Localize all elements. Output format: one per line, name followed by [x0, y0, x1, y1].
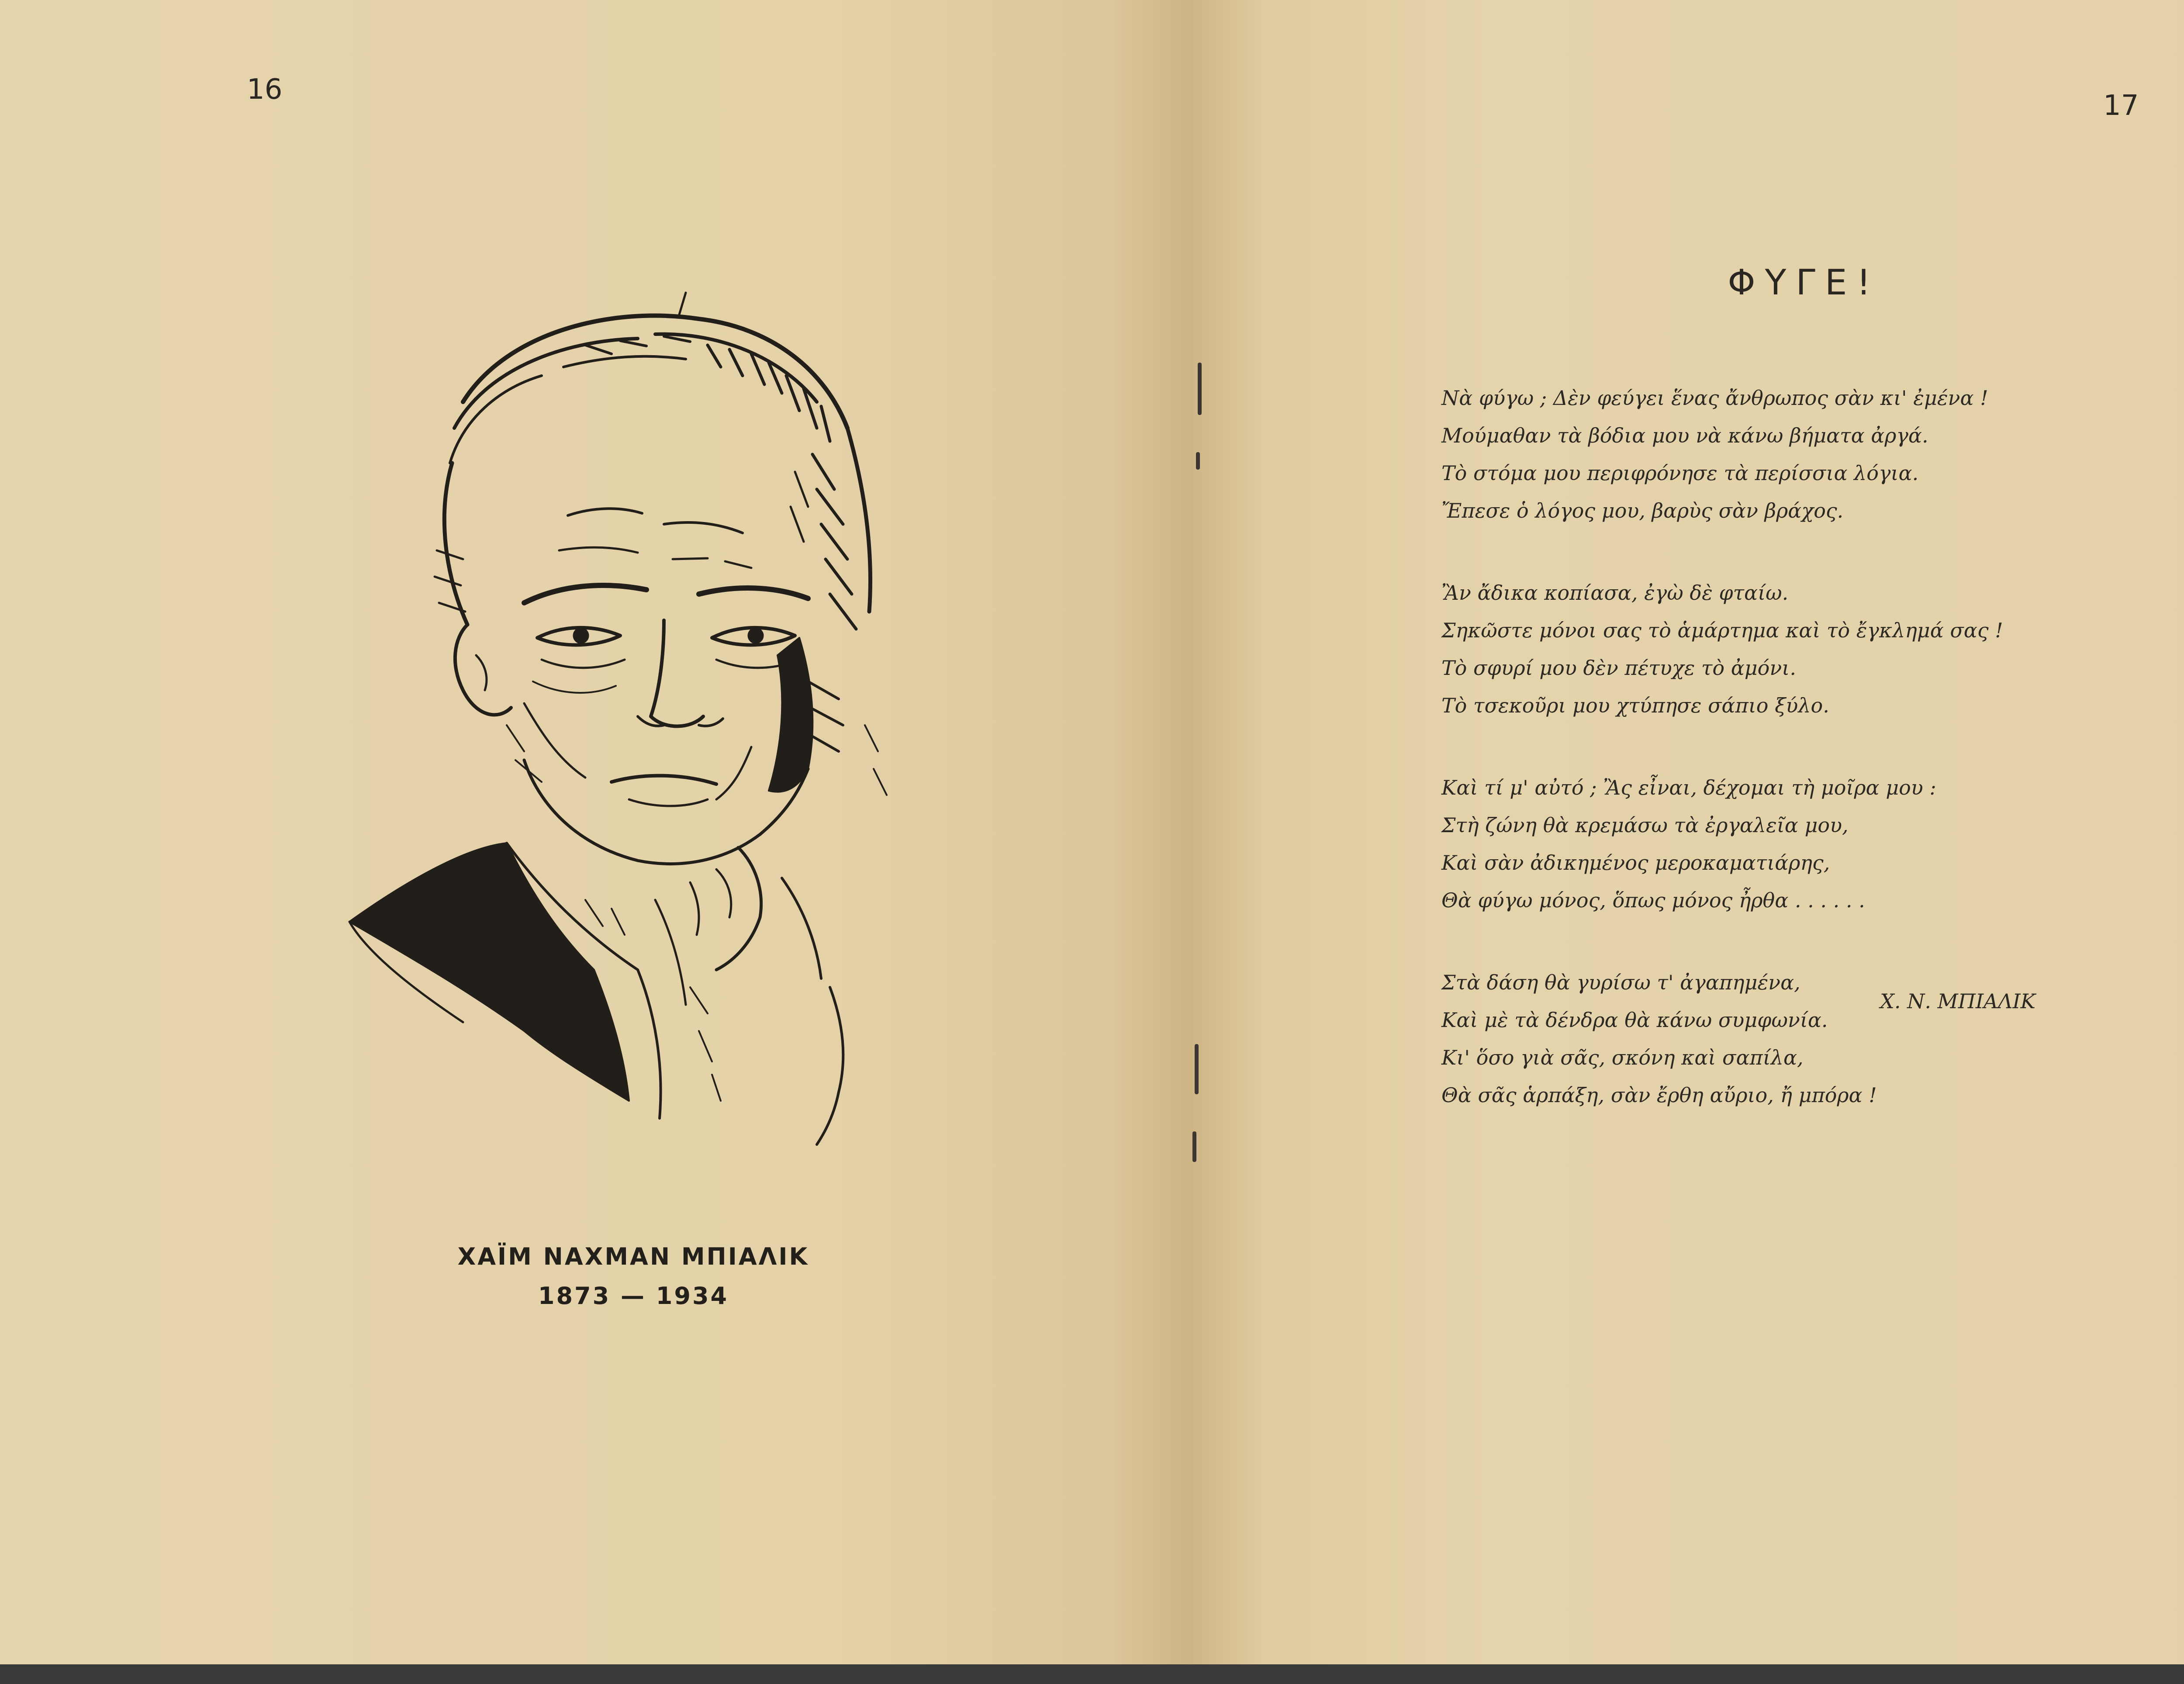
poem-stanza [1441, 769, 2184, 919]
staple-mark [1196, 452, 1200, 470]
poem-line: Ἔπεσε ὁ λόγος μου, βαρὺς σὰν βράχος. [1441, 499, 1844, 522]
poem-line: Καὶ τί μ' αὐτό ; Ἂς εἶναι, δέχομαι τὴ μοῖρα μου : [1441, 776, 1936, 799]
poem-line: Θὰ σᾶς ἁρπάξη, σὰν ἔρθη αὔριο, ἤ μπόρα ! [1441, 1083, 1877, 1107]
poem-stanza [1441, 964, 2184, 1114]
poem-body [1441, 379, 2184, 1158]
poem-line: Τὸ σφυρί μου δὲν πέτυχε τὸ ἀμόνι. [1441, 656, 1796, 680]
poem-stanza [1441, 379, 2184, 529]
poem-line: Κι' ὅσο γιὰ σᾶς, σκόνη καὶ σαπίλα, [1441, 1046, 1804, 1069]
poem-line: Τὸ τσεκοῦρι μου χτύπησε σάπιο ξύλο. [1441, 694, 1829, 717]
staple-mark [1195, 1044, 1199, 1094]
page-edge-bottom [0, 1664, 2184, 1684]
poem-line: Ἂν ἄδικα κοπίασα, ἐγὼ δὲ φταίω. [1441, 581, 1789, 605]
portrait-sketch-icon [280, 245, 1005, 1223]
right-page-number: 17 [2103, 90, 2139, 122]
portrait-caption-years: 1873 — 1934 [538, 1282, 729, 1310]
staple-mark [1192, 1131, 1196, 1162]
poem-line: Καὶ μὲ τὰ δένδρα θὰ κάνω συμφωνία. [1441, 1008, 1828, 1032]
staple-mark [1198, 363, 1202, 415]
poem-line: Στὴ ζώνη θὰ κρεμάσω τὰ ἐργαλεῖα μου, [1441, 813, 1849, 837]
poem-line: Μούμαθαν τὰ βόδια μου νὰ κάνω βήματα ἀργά. [1441, 424, 1928, 447]
poem-title: ΦΥΓΕ! [1728, 262, 1880, 303]
poem-line: Τὸ στόμα μου περιφρόνησε τὰ περίσσια λόγια. [1441, 461, 1919, 485]
poem-author: Χ. Ν. ΜΠΙΑΛΙΚ [1880, 989, 2035, 1013]
poem-stanza [1441, 574, 2184, 724]
left-page-number: 16 [247, 73, 283, 106]
poem-line: Θὰ φύγω μόνος, ὅπως μόνος ἦρθα . . . . . . [1441, 889, 1865, 912]
portrait-caption-name: ΧΑΪΜ ΝΑΧΜΑΝ ΜΠΙΑΛΙΚ [457, 1243, 809, 1270]
poem-line: Στὰ δάση θὰ γυρίσω τ' ἀγαπημένα, [1441, 971, 1800, 994]
poem-line: Καὶ σὰν ἀδικημένος μεροκαματιάρης, [1441, 851, 1830, 875]
poem-line: Νὰ φύγω ; Δὲν φεύγει ἕνας ἄνθρωπος σὰν κι' ἐμένα ! [1441, 386, 1988, 410]
poem-line: Σηκῶστε μόνοι σας τὸ ἁμάρτημα καὶ τὸ ἔγκλημά σας ! [1441, 619, 2003, 642]
